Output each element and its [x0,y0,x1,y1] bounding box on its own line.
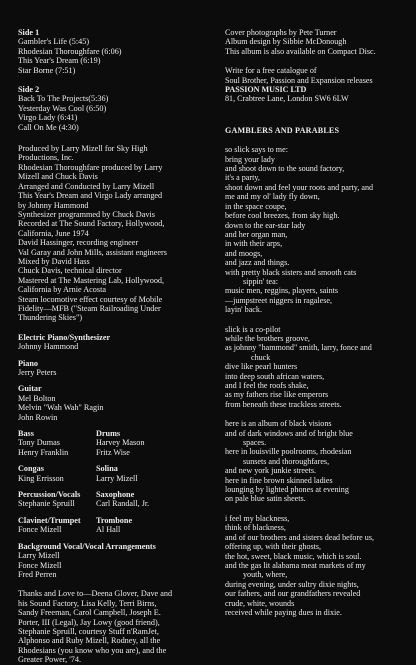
poem-line: down to the ear-star lady [225,220,306,230]
poem-stanza [225,145,415,314]
musician-name: Tony Dumas [18,438,60,448]
poem-line: and of our brothers and sisters dead before us, [225,532,375,542]
role-label: Congas [18,464,44,474]
poem-line: so slick says to me: [225,145,288,155]
role-label: Clavinet/Trumpet [18,515,81,525]
musician-name: King Errisson [18,473,64,483]
side-1-heading: Side 1 [18,28,40,37]
poem-line: it's a party, [225,173,260,183]
poem-stanza [225,325,415,410]
poem-line: the hot, sweet, black music, which is soul. [225,551,362,561]
catalogue-line: Soul Brother, Passion and Expansion releases [225,75,373,85]
poem-line: with pretty black sisters and smooth cats [225,267,357,277]
personnel-solina [96,464,138,483]
poem-line: our fathers, and our grandfathers revealed [225,589,361,599]
poem-line: here is an album of black visions [225,419,332,429]
credit-line: Mizell and Chuck Davis [18,172,98,182]
musician-name: Harvey Mason [96,438,145,448]
left-column [18,28,206,665]
poem-line: lounging by lighted phones at evening [225,485,349,495]
thanks-line: Porter, III (Legal), Jay Lowy (good friend), [18,617,160,627]
right-column [225,28,415,617]
poem-line: shoot down and feel your roots and party, and [225,182,374,192]
poem-line: slick is a co-pilot [225,324,281,334]
side-1-list [18,28,206,75]
credit-line: Rhodesian Thoroughfare produced by Larry [18,162,163,172]
poem-line: from beneath these trackless streets. [225,399,342,409]
personnel-background [18,542,206,580]
poem-line: think of blackness, [225,523,286,533]
poem-line: in the space coupe, [225,201,287,211]
personnel-electric-piano [18,333,206,352]
musician-name: Stephanie Spruill [18,499,75,509]
personnel-piano [18,359,206,378]
poem-line: and new york junkie streets. [225,466,317,476]
credit-line: California by Arnie Acosta [18,285,106,295]
musician-name: Mel Bolton [18,393,56,403]
thanks-paragraph [18,589,206,664]
poem-line: and moogs, [225,248,263,258]
poem-line: in with their arps, [225,239,283,249]
poem-line: while the brothers groove, [225,333,310,343]
credit-line: Produced by Larry Mizell for Sky High [18,144,148,154]
poem-line: dive like pearl hunters [225,362,298,372]
credit-line: Mixed by David Hass [18,256,90,266]
credit-line: Productions, Inc. [18,153,74,163]
poem-line: as my fathers rise like emperors [225,390,329,400]
poem-line: and the gas lit alabama meat markets of my [225,560,366,570]
side-2-heading: Side 2 [18,85,40,95]
personnel-percussion-sax [18,490,206,509]
cover-credit-line: Cover photographs by Pete Turner [225,28,337,37]
company-address: 81, Crabtree Lane, London SW6 6LW [225,94,349,104]
credit-line: Arranged and Conducted by Larry Mizell [18,181,155,191]
musician-name: Larry Mizell [96,473,138,483]
musician-name: Fonce Mizell [18,525,62,535]
thanks-line: Rhodesians (you know who you are), and the [18,645,167,655]
personnel-drums [96,429,144,457]
poem-line: music men, reggins, players, saints [225,286,339,296]
personnel-saxophone [96,490,149,509]
poem-line: received while paying dues in dixie. [225,607,342,617]
poem-line: —jumpstreet niggers in ragalese, [225,295,332,305]
personnel-clavinet-trombone [18,516,206,535]
poem-line: bring your lady [225,154,275,164]
poem-line: offering up, with their ghosts, [225,542,322,552]
thanks-line: Greater Power, '74. [18,655,81,665]
musician-name: Fonce Mizell [18,560,62,570]
thanks-line: his Sound Factory, Lisa Kelly, Terri Birns, [18,598,157,608]
musician-name: Henry Franklin [18,447,69,457]
poem-stanza [225,419,415,504]
musician-name: Melvin "Wah Wah" Ragin [18,403,104,413]
poem-line: as johnny "hammond" smith, larry, fonce and [225,343,372,353]
poem-line: on pale blue satin sheets. [225,494,306,504]
credit-line: Steam locomotive effect courtesy of Mobile [18,294,163,304]
company-name: PASSION MUSIC LTD [225,85,307,95]
track-item: Virgo Lady (6:41) [18,113,78,123]
credit-line: Synthesizer programmed by Chuck Davis [18,209,155,219]
credit-line: Chuck Davis, technical director [18,266,122,276]
poem-line: sippin' tea: [243,276,278,286]
track-item: Back To The Projects(5:36) [18,94,109,104]
credit-line: Thundering Skies") [18,313,83,323]
role-label: Solina [96,464,118,474]
track-item: Gambler's Life (5:45) [18,37,90,47]
track-item: This Year's Dream (6:19) [18,56,101,66]
personnel-trombone [96,516,132,535]
role-label: Piano [18,358,39,368]
cover-credit-line: Album design by Sibbie McDonough [225,37,347,47]
credit-line: Mastered at The Mastering Lab, Hollywood, [18,275,165,285]
poem-line: here in fine brown skinned ladies [225,475,333,485]
credit-line: Fidelity—MFB ("Steam Railroading Under [18,303,161,313]
poem-line: me and my ol' lady fly down, [225,192,320,202]
credit-line: Val Garay and John Mills, assistant engineers [18,247,167,257]
poem-line: chuck [251,352,271,362]
musician-name: Larry Mizell [18,551,60,561]
poem-line: youth, where, [243,570,288,580]
poem-line: layin' back. [225,305,262,315]
musician-name: John Rowin [18,412,58,422]
musician-name: Carl Randall, Jr. [96,499,150,509]
poem-line: here in louisville poolrooms, rhodesian [225,447,352,457]
poem-line: during evening, under sultry dixie nights, [225,579,359,589]
catalogue-line: Write for a free catalogue of [225,66,317,76]
thanks-line: Alphonso and Ruby Mizell, Rodney, all the [18,636,161,646]
poem-line: i feel my blackness, [225,513,290,523]
role-label: Background Vocal/Vocal Arrangements [18,541,156,551]
role-label: Trombone [96,515,133,525]
musician-name: Fritz Wise [96,447,130,457]
poem-line: spaces. [243,438,267,448]
side-2-list [18,85,206,132]
poem-line: and shoot down to the sound factory, [225,164,345,174]
role-label: Guitar [18,384,42,394]
catalogue-note [225,66,415,104]
poem-line: and I feel the roofs shake, [225,381,309,390]
poem-line: before cool breezes, from sky high. [225,211,340,221]
credit-line: Recorded at The Sound Factory, Hollywood, [18,219,165,229]
musician-name: Al Hall [96,525,121,535]
poem-line: and of dark windows and of bright blue [225,428,353,438]
track-item: Rhodesian Thoroughfare (6:06) [18,46,122,56]
production-credits [18,144,206,323]
credit-line: David Hassinger, recording engineer [18,238,139,248]
thanks-line: Sandy Freeman, Carol Campbell, Joseph E. [18,608,161,618]
musician-name: Fred Perren [18,569,57,579]
personnel-bass-drums [18,429,206,457]
thanks-line: Thanks and Love to—Deena Glover, Dave and [18,589,173,599]
credit-line: by Johnny Hammond [18,200,89,210]
poem-line: sunsets and thoroughfares, [243,456,330,466]
track-item: Yesterday Was Cool (6:50) [18,103,107,113]
role-label: Percussion/Vocals [18,490,81,500]
role-label: Bass [18,429,34,439]
track-item: Star Borne (7:51) [18,65,76,75]
track-item: Call On Me (4:30) [18,122,79,132]
thanks-line: Stephanie Spruill, courtesy Stuff n'RamJet, [18,626,159,636]
poem-title: GAMBLERS AND PARABLES [225,125,340,135]
credit-line: California, June 1974 [18,228,89,238]
musician-name: Jerry Peters [18,368,57,377]
poem-line: and jazz and things. [225,258,290,268]
personnel-congas-solina [18,464,206,483]
poem-line: and her organ man, [225,229,288,239]
poem-line: crude, white, wounds [225,598,295,608]
cd-availability-note: This album is also available on Compact Disc. [225,46,376,56]
role-label: Electric Piano/Synthesizer [18,332,111,342]
poem-stanza [225,514,415,617]
musician-name: Johnny Hammond [18,342,79,352]
poem-line: into deep south african waters, [225,371,325,381]
credit-line: This Year's Dream and Virgo Lady arranged [18,191,163,201]
poem-body [225,145,415,617]
role-label: Drums [96,429,121,439]
role-label: Saxophone [96,490,135,500]
cover-credits [225,28,415,56]
personnel-guitar [18,384,206,422]
